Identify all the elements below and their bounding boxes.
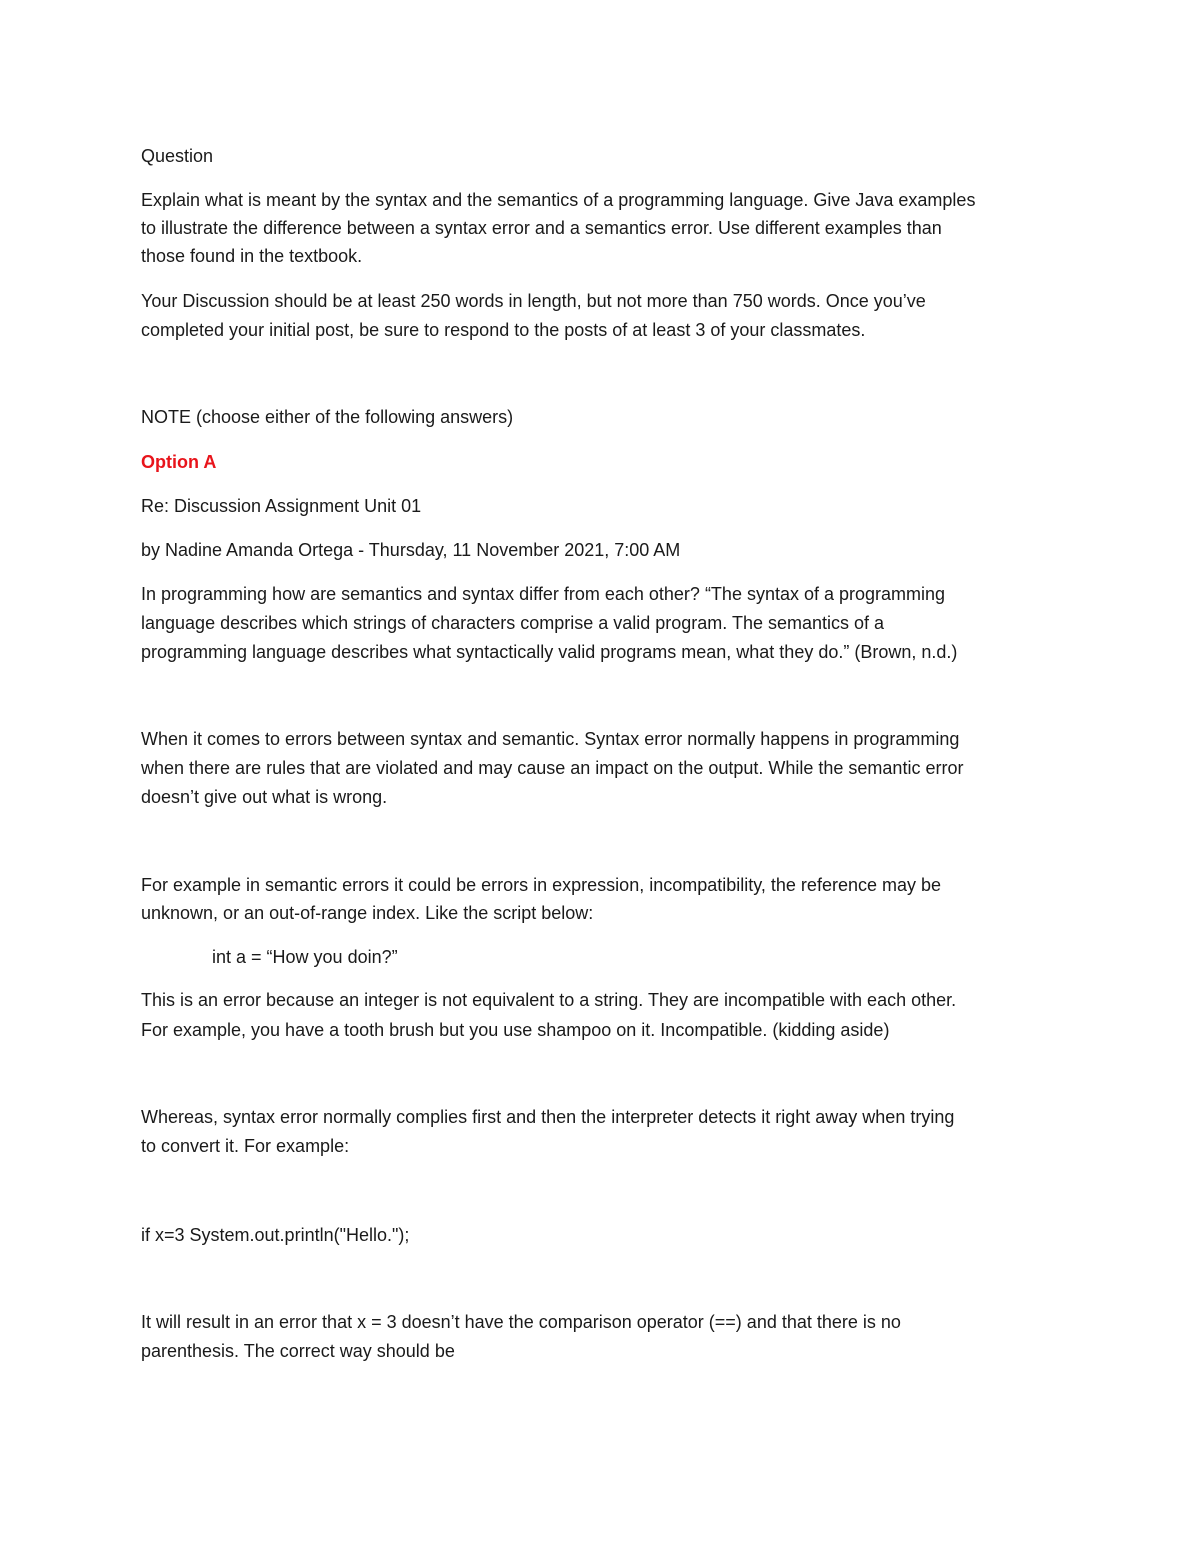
question-heading: Question: [141, 146, 214, 166]
paragraph-6-line-1: It will result in an error that x = 3 doesn’t have the comparison operator (==) and that there is no: [141, 1312, 901, 1332]
paragraph-6-line-2: parenthesis. The correct way should be: [141, 1341, 455, 1361]
requirement-line-2: completed your initial post, be sure to respond to the posts of at least 3 of your classmates.: [141, 320, 866, 340]
question-line-1: Explain what is meant by the syntax and the semantics of a programming language. Give Java examples: [141, 190, 976, 210]
option-label: Option A: [141, 452, 217, 472]
code-example-2: if x=3 System.out.println("Hello.");: [141, 1225, 410, 1245]
paragraph-2-line-3: doesn’t give out what is wrong.: [141, 787, 388, 807]
paragraph-3-line-2: unknown, or an out-of-range index. Like the script below:: [141, 903, 594, 923]
question-line-2: to illustrate the difference between a syntax error and a semantics error. Use different examples than: [141, 218, 942, 238]
code-example-1: int a = “How you doin?”: [212, 947, 398, 967]
paragraph-3-line-1: For example in semantic errors it could be errors in expression, incompatibility, the reference may be: [141, 875, 942, 895]
requirement-line-1: Your Discussion should be at least 250 words in length, but not more than 750 words. Once you’ve: [141, 291, 926, 311]
paragraph-2-line-1: When it comes to errors between syntax and semantic. Syntax error normally happens in programming: [141, 729, 960, 749]
paragraph-1-line-1: In programming how are semantics and syntax differ from each other? “The syntax of a programming: [141, 584, 946, 604]
paragraph-1-line-3: programming language describes what syntactically valid programs mean, what they do.” (Brown, n.d.): [141, 642, 958, 662]
question-line-3: those found in the textbook.: [141, 246, 363, 266]
paragraph-5-line-2: to convert it. For example:: [141, 1136, 350, 1156]
paragraph-1-line-2: language describes which strings of characters comprise a valid program. The semantics of a: [141, 613, 885, 633]
paragraph-4-line-2: For example, you have a tooth brush but you use shampoo on it. Incompatible. (kidding aside): [141, 1020, 890, 1040]
post-byline: by Nadine Amanda Ortega - Thursday, 11 November 2021, 7:00 AM: [141, 540, 681, 560]
paragraph-4-line-1: This is an error because an integer is not equivalent to a string. They are incompatible with each other.: [141, 990, 957, 1010]
paragraph-5-line-1: Whereas, syntax error normally complies first and then the interpreter detects it right away when trying: [141, 1107, 955, 1127]
note-text: NOTE (choose either of the following answers): [141, 407, 514, 427]
post-title: Re: Discussion Assignment Unit 01: [141, 496, 422, 516]
paragraph-2-line-2: when there are rules that are violated and may cause an impact on the output. While the semantic error: [141, 758, 964, 778]
